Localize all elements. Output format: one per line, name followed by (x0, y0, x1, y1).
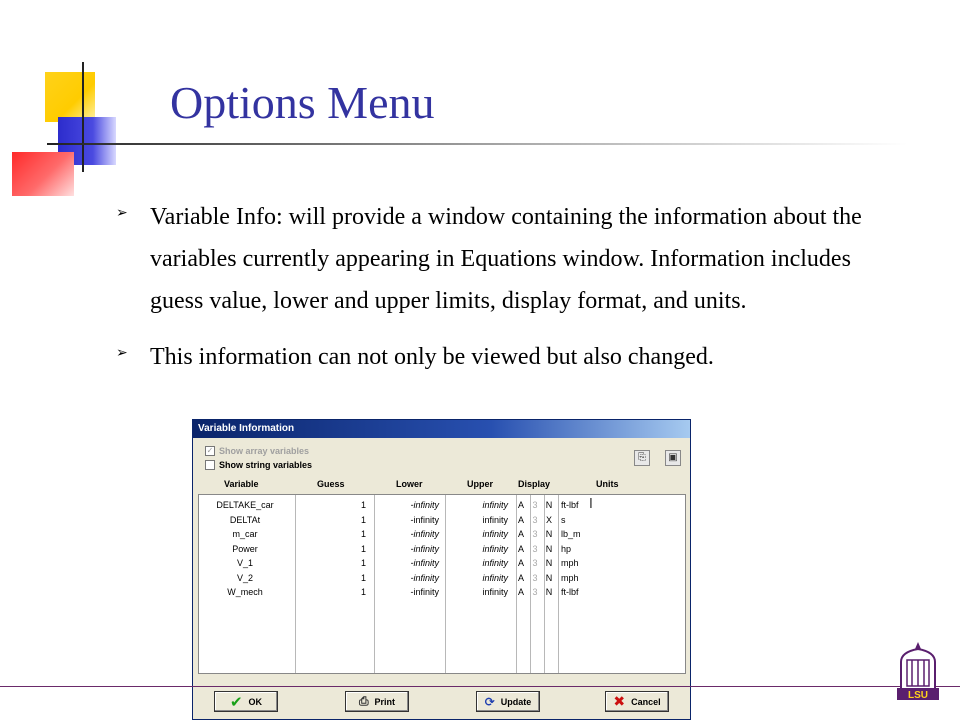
arrow-bullet-icon: ➢ (116, 206, 128, 221)
cell-lower[interactable]: -infinity (410, 587, 439, 597)
cell-variable[interactable]: m_car (232, 529, 258, 539)
cell-fmt[interactable]: A (517, 558, 524, 568)
cell-units[interactable]: mph (561, 572, 579, 583)
table-row[interactable] (199, 571, 685, 585)
checkbox-icon[interactable] (205, 460, 215, 470)
cell-guess[interactable]: 1 (360, 572, 366, 583)
save-icon[interactable]: ▣ (665, 450, 681, 466)
printer-icon: ⎙ (358, 694, 369, 708)
cell-units[interactable]: s (561, 514, 566, 525)
decor-yellow-square (45, 72, 95, 122)
cell-digits[interactable]: 3 (532, 514, 538, 525)
variable-table (198, 494, 686, 674)
cell-style[interactable]: N (545, 558, 553, 568)
cell-style[interactable]: N (545, 529, 553, 539)
cell-lower[interactable]: -infinity (410, 529, 439, 539)
cancel-button[interactable] (605, 691, 669, 712)
update-button[interactable] (476, 691, 540, 712)
update-label: Update (500, 696, 532, 707)
cell-fmt[interactable]: A (517, 572, 524, 583)
cell-digits[interactable]: 3 (532, 500, 538, 510)
bullet-item (116, 196, 876, 322)
cell-digits[interactable]: 3 (532, 543, 538, 554)
table-row[interactable] (199, 527, 685, 541)
cell-variable[interactable]: V_2 (236, 572, 253, 583)
decor-red-square (12, 152, 74, 196)
cell-digits[interactable]: 3 (532, 572, 538, 583)
table-row[interactable] (199, 556, 685, 570)
cell-digits[interactable]: 3 (532, 587, 538, 597)
cell-upper[interactable]: infinity (482, 572, 508, 583)
cell-units[interactable]: lb_m (561, 529, 581, 539)
show-string-label: Show string variables (219, 460, 313, 470)
ok-label: OK (248, 696, 263, 707)
cell-lower[interactable]: -infinity (410, 514, 439, 525)
slide-title: Options Menu (170, 77, 435, 128)
update-icon: ⟳ (484, 694, 495, 709)
variable-information-dialog (192, 419, 691, 720)
cell-lower[interactable]: -infinity (410, 572, 439, 583)
cell-lower[interactable]: -infinity (410, 500, 439, 510)
x-icon: ✖ (613, 693, 626, 709)
arrow-bullet-icon: ➢ (116, 346, 128, 361)
cancel-label: Cancel (631, 696, 661, 707)
title-underline (47, 143, 907, 145)
cell-units[interactable]: ft-lbf (561, 500, 579, 510)
cell-digits[interactable]: 3 (532, 529, 538, 539)
bullet-text: This information can not only be viewed but also changed. (150, 344, 714, 370)
cell-style[interactable]: N (545, 587, 553, 597)
print-label: Print (374, 696, 396, 707)
decor-vertical-line (82, 62, 84, 172)
cell-variable[interactable]: DELTAt (229, 514, 261, 525)
cell-guess[interactable]: 1 (360, 500, 366, 510)
cell-style[interactable]: X (545, 514, 552, 525)
bullet-list (116, 196, 876, 392)
cell-guess[interactable]: 1 (360, 514, 366, 525)
show-array-label: Show array variables (219, 446, 310, 456)
column-header-lower[interactable]: Lower (396, 479, 423, 489)
cell-digits[interactable]: 3 (532, 558, 538, 568)
cell-variable[interactable]: W_mech (227, 587, 263, 597)
column-header-upper[interactable]: Upper (467, 479, 494, 489)
cell-fmt[interactable]: A (517, 529, 524, 539)
dialog-titlebar[interactable]: Variable Information (193, 420, 690, 438)
cell-units[interactable]: mph (561, 558, 579, 568)
cell-lower[interactable]: -infinity (410, 558, 439, 568)
copy-icon[interactable]: ⎘ (634, 450, 650, 466)
column-header-variable[interactable]: Variable (224, 479, 259, 489)
column-header-guess[interactable]: Guess (317, 479, 345, 489)
text-cursor-icon: I (589, 497, 593, 512)
table-row[interactable] (199, 513, 685, 527)
cell-variable[interactable]: Power (232, 543, 258, 554)
table-row[interactable] (199, 498, 685, 512)
bullet-text: Variable Info: will provide a window containing the information about the variables currently appearing in Equations window. Information includes guess value, lower and upper limits, display format, and units. (150, 204, 862, 314)
show-string-checkbox[interactable] (205, 460, 312, 470)
bullet-item (116, 336, 876, 378)
column-header-units[interactable]: Units (596, 479, 619, 489)
cell-upper[interactable]: infinity (482, 514, 508, 525)
cell-units[interactable]: ft-lbf (561, 587, 579, 597)
cell-variable[interactable]: DELTAKE_car (216, 500, 274, 510)
show-array-checkbox[interactable] (205, 446, 309, 456)
seal-text: LSU (908, 690, 928, 701)
cell-upper[interactable]: infinity (482, 587, 508, 597)
cell-guess[interactable]: 1 (360, 529, 366, 539)
cell-guess[interactable]: 1 (360, 558, 366, 568)
cell-upper[interactable]: infinity (482, 558, 508, 568)
print-button[interactable] (345, 691, 409, 712)
footer-line (0, 686, 960, 687)
cell-lower[interactable]: -infinity (410, 543, 439, 554)
cell-style[interactable]: N (545, 543, 553, 554)
table-row[interactable] (199, 542, 685, 556)
cell-units[interactable]: hp (561, 543, 572, 554)
column-header-display[interactable]: Display (518, 479, 551, 489)
university-seal-icon (893, 640, 943, 702)
cell-upper[interactable]: infinity (482, 500, 508, 510)
cell-fmt[interactable]: A (517, 543, 524, 554)
cell-style[interactable]: N (545, 500, 553, 510)
cell-fmt[interactable]: A (517, 514, 524, 525)
cell-fmt[interactable]: A (517, 587, 524, 597)
cell-upper[interactable]: infinity (482, 529, 508, 539)
checkbox-checked-icon[interactable]: ✓ (206, 446, 214, 455)
cell-upper[interactable]: infinity (482, 543, 508, 554)
cell-guess[interactable]: 1 (360, 587, 366, 597)
cell-variable[interactable]: V_1 (236, 558, 253, 568)
cell-guess[interactable]: 1 (360, 543, 366, 554)
cell-style[interactable]: N (545, 572, 553, 583)
ok-button[interactable] (214, 691, 278, 712)
cell-fmt[interactable]: A (517, 500, 524, 510)
table-row[interactable] (199, 585, 685, 599)
checkmark-icon: ✔ (229, 693, 243, 711)
